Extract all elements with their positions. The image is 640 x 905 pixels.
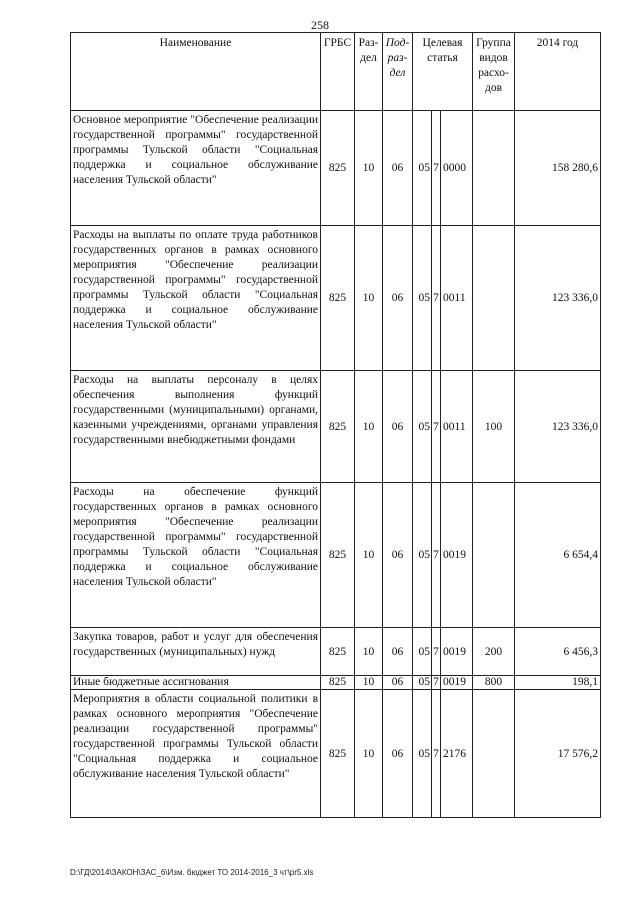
- row-vid: 100: [473, 371, 515, 483]
- row-name: Расходы на выплаты по оплате труда работников государственных органов в рамках основного мероприятия "Обеспечение реализации государственной программы" государственной программы Тульской области "Социальная поддержка и социальное обслуживание населения Тульской области": [71, 226, 321, 371]
- row-name: Расходы на обеспечение функций государственных органов в рамках основного мероприятия "Обеспечение реализации государственной программы" государственной программы Тульской области "Социальная поддержка и социальное обслуживание населения Тульской области": [71, 483, 321, 628]
- row-target-code: 2176: [441, 690, 473, 818]
- row-target-program: 05: [413, 111, 432, 226]
- header-grbs: ГРБС: [321, 33, 355, 111]
- row-vid: [473, 690, 515, 818]
- row-grbs: 825: [321, 371, 355, 483]
- page-number: 258: [311, 18, 329, 32]
- row-target-subprogram: 7: [432, 690, 441, 818]
- row-name: Расходы на выплаты персоналу в целях обеспечения выполнения функций государственными (муниципальными) органами, казенными учреждениями, органами управления государственными внебюджетными фондами: [71, 371, 321, 483]
- row-podrazdel: 06: [383, 628, 413, 676]
- row-grbs: 825: [321, 690, 355, 818]
- table-row: [71, 226, 601, 371]
- row-target-code: 0011: [441, 371, 473, 483]
- row-grbs: 825: [321, 628, 355, 676]
- row-grbs: 825: [321, 676, 355, 690]
- row-target-code: 0000: [441, 111, 473, 226]
- row-sum: 6 456,3: [515, 628, 601, 676]
- row-podrazdel: 06: [383, 690, 413, 818]
- row-target-subprogram: 7: [432, 371, 441, 483]
- row-target-code: 0019: [441, 676, 473, 690]
- row-vid: [473, 111, 515, 226]
- row-podrazdel: 06: [383, 371, 413, 483]
- header-name: Наименование: [71, 33, 321, 111]
- row-razdel: 10: [355, 226, 383, 371]
- row-target-code: 0019: [441, 628, 473, 676]
- row-target-subprogram: 7: [432, 226, 441, 371]
- row-podrazdel: 06: [383, 676, 413, 690]
- row-target-code: 0019: [441, 483, 473, 628]
- row-target-program: 05: [413, 690, 432, 818]
- row-grbs: 825: [321, 226, 355, 371]
- table-row: [71, 628, 601, 676]
- row-sum: 198,1: [515, 676, 601, 690]
- budget-table: [70, 32, 601, 818]
- header-target: Целевая статья: [413, 33, 473, 111]
- row-target-program: 05: [413, 371, 432, 483]
- row-grbs: 825: [321, 483, 355, 628]
- row-target-program: 05: [413, 676, 432, 690]
- row-podrazdel: 06: [383, 111, 413, 226]
- row-vid: 200: [473, 628, 515, 676]
- table-row: [71, 676, 601, 690]
- row-sum: 158 280,6: [515, 111, 601, 226]
- header-podrazdel: Под- раз- дел: [383, 33, 413, 111]
- header-row: [71, 33, 601, 111]
- file-path-footer: D:\ГД\2014\ЗАКОН\ЗАС_6\Изм. бюджет ТО 2014-2016_3 чт\pr5.xls: [70, 868, 314, 877]
- row-target-program: 05: [413, 226, 432, 371]
- row-name: Мероприятия в области социальной политики в рамках основного мероприятия "Обеспечение реализации государственной программы" государственной программы Тульской области "Социальная поддержка и социальное обслуживание населения Тульской области": [71, 690, 321, 818]
- row-razdel: 10: [355, 676, 383, 690]
- row-razdel: 10: [355, 111, 383, 226]
- row-razdel: 10: [355, 371, 383, 483]
- header-year: 2014 год: [515, 33, 601, 111]
- table-row: [71, 690, 601, 818]
- row-grbs: 825: [321, 111, 355, 226]
- table-row: [71, 111, 601, 226]
- row-sum: 17 576,2: [515, 690, 601, 818]
- row-sum: 6 654,4: [515, 483, 601, 628]
- row-target-code: 0011: [441, 226, 473, 371]
- row-name: Иные бюджетные ассигнования: [71, 676, 321, 690]
- row-sum: 123 336,0: [515, 226, 601, 371]
- row-name: Закупка товаров, работ и услуг для обеспечения государственных (муниципальных) нужд: [71, 628, 321, 676]
- row-target-subprogram: 7: [433, 676, 439, 688]
- table-body: [71, 111, 601, 818]
- row-target-subprogram: 7: [432, 111, 441, 226]
- header-vid: Группа видов расхо- дов: [473, 33, 515, 111]
- table-row: [71, 483, 601, 628]
- row-podrazdel: 06: [383, 226, 413, 371]
- row-target-subprogram: 7: [432, 483, 441, 628]
- row-vid: 800: [473, 676, 515, 690]
- row-sum: 123 336,0: [515, 371, 601, 483]
- row-razdel: 10: [355, 690, 383, 818]
- row-vid: [473, 483, 515, 628]
- row-razdel: 10: [355, 483, 383, 628]
- row-target-program: 05: [413, 483, 432, 628]
- table-row: [71, 371, 601, 483]
- row-podrazdel: 06: [383, 483, 413, 628]
- row-target-program: 05: [413, 628, 432, 676]
- row-vid: [473, 226, 515, 371]
- row-razdel: 10: [355, 628, 383, 676]
- row-name: Основное мероприятие "Обеспечение реализации государственной программы" государственной программы Тульской области "Социальная поддержка и социальное обслуживание населения Тульской области": [71, 111, 321, 226]
- row-target-subprogram: 7: [432, 628, 441, 676]
- header-razdel: Раз- дел: [355, 33, 383, 111]
